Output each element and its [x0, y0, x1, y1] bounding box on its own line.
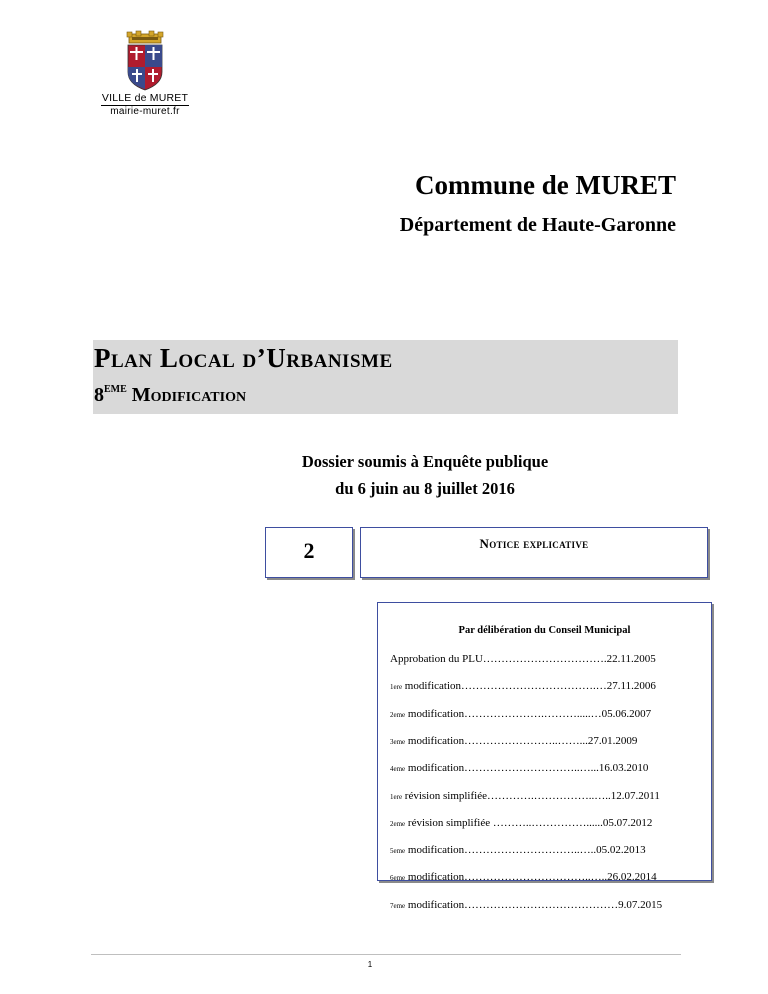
deliberation-label: [390, 762, 464, 774]
deliberation-row: [390, 735, 706, 747]
deliberation-row: [390, 680, 706, 692]
deliberation-label: [390, 817, 490, 829]
deliberation-label-text: modification: [405, 762, 465, 775]
deliberation-date: 12.07.2011: [610, 789, 660, 802]
deliberation-date: 16.03.2010: [598, 762, 649, 775]
deliberation-ordinal: 1ere: [390, 792, 403, 801]
dossier-line-1: Dossier soumis à Enquête publique: [301, 452, 549, 471]
deliberation-row: [390, 871, 706, 883]
deliberation-row: [390, 844, 706, 856]
deliberation-date: 27.11.2006: [606, 680, 656, 693]
modification-number: 8: [94, 384, 104, 406]
deliberation-label: [390, 653, 483, 665]
deliberation-title: Par délibération du Conseil Municipal: [458, 625, 631, 636]
deliberation-leader: …………………………….: [482, 653, 607, 665]
deliberation-ordinal: 5eme: [390, 847, 406, 856]
deliberation-box: [377, 602, 712, 911]
dossier-line-2: du 6 juin au 8 juillet 2016: [335, 479, 515, 498]
deliberation-date: 27.01.2009: [587, 734, 638, 747]
deliberation-date: 05.06.2007: [601, 707, 652, 720]
ville-de-muret-logo: [94, 30, 196, 117]
deliberation-date: 05.07.2012: [602, 816, 653, 829]
deliberation-row: [390, 653, 706, 665]
commune-title: Commune de MURET: [415, 170, 676, 200]
modification-title: [94, 384, 246, 407]
deliberation-row: [390, 899, 706, 911]
deliberation-row: [390, 708, 706, 720]
deliberation-label-text: modification: [405, 844, 465, 857]
page-number: 1: [367, 960, 373, 969]
deliberation-label: [390, 899, 464, 911]
deliberation-label: [390, 680, 461, 692]
deliberation-date: 22.11.2005: [606, 653, 656, 665]
logo-text-ville: VILLE de MURET: [101, 92, 189, 104]
plu-title: Plan Local d’Urbanisme: [94, 343, 393, 373]
deliberation-ordinal: 2eme: [390, 819, 406, 828]
modification-ordinal: EME: [104, 384, 127, 395]
deliberation-leader: ………….……………..…..: [486, 789, 611, 802]
deliberation-leader: ……………………………….…: [461, 680, 607, 693]
deliberation-label-text: modification: [405, 871, 465, 884]
document-number: 2: [303, 538, 315, 563]
departement-subtitle: Département de Haute-Garonne: [399, 214, 676, 236]
deliberation-label-text: révision simplifiée: [402, 789, 487, 802]
deliberation-label-text: modification: [402, 680, 462, 693]
deliberation-leader: ……………………………………: [464, 898, 619, 911]
deliberation-label-text: modification: [405, 707, 465, 720]
modification-word: Modification: [131, 384, 247, 406]
deliberation-label: [390, 790, 487, 802]
deliberation-label-text: révision simplifiée: [405, 816, 491, 829]
deliberation-row: [390, 762, 706, 774]
deliberation-leader: ……………………………..…..: [464, 871, 608, 884]
deliberation-label-text: modification: [405, 898, 465, 911]
deliberation-leader: …………………………..…..: [464, 844, 597, 857]
notice-title-box: [360, 527, 708, 578]
deliberation-ordinal: 7eme: [390, 901, 406, 910]
deliberation-label: [390, 735, 464, 747]
document-number-box: [265, 527, 353, 578]
deliberation-label-text: Approbation du PLU: [390, 653, 483, 665]
deliberation-label: [390, 708, 464, 720]
deliberation-leader: ………………….……….....…: [464, 707, 602, 720]
deliberation-ordinal: 6eme: [390, 874, 406, 883]
deliberation-date: 05.02.2013: [596, 844, 646, 857]
deliberation-leader: ……………………..……...: [464, 734, 588, 747]
deliberation-label: [390, 871, 464, 883]
footer-divider: [91, 954, 681, 955]
deliberation-label: [390, 844, 464, 856]
deliberation-row: [390, 790, 706, 802]
notice-title: Notice explicative: [479, 536, 589, 551]
coat-of-arms-icon: [123, 30, 167, 92]
deliberation-leader: ………..……………......: [490, 816, 603, 829]
deliberation-label-text: modification: [405, 734, 465, 747]
deliberation-row: [390, 817, 706, 829]
deliberation-leader: …………………………..…...: [464, 762, 599, 775]
deliberation-ordinal: 4eme: [390, 765, 406, 774]
logo-text-website: mairie-muret.fr: [110, 106, 180, 117]
deliberation-date: 26.02.2014: [607, 871, 657, 884]
deliberation-ordinal: 3eme: [390, 737, 406, 746]
deliberation-ordinal: 1ere: [390, 683, 403, 692]
deliberation-date: 9.07.2015: [618, 898, 663, 911]
deliberation-ordinal: 2eme: [390, 710, 406, 719]
